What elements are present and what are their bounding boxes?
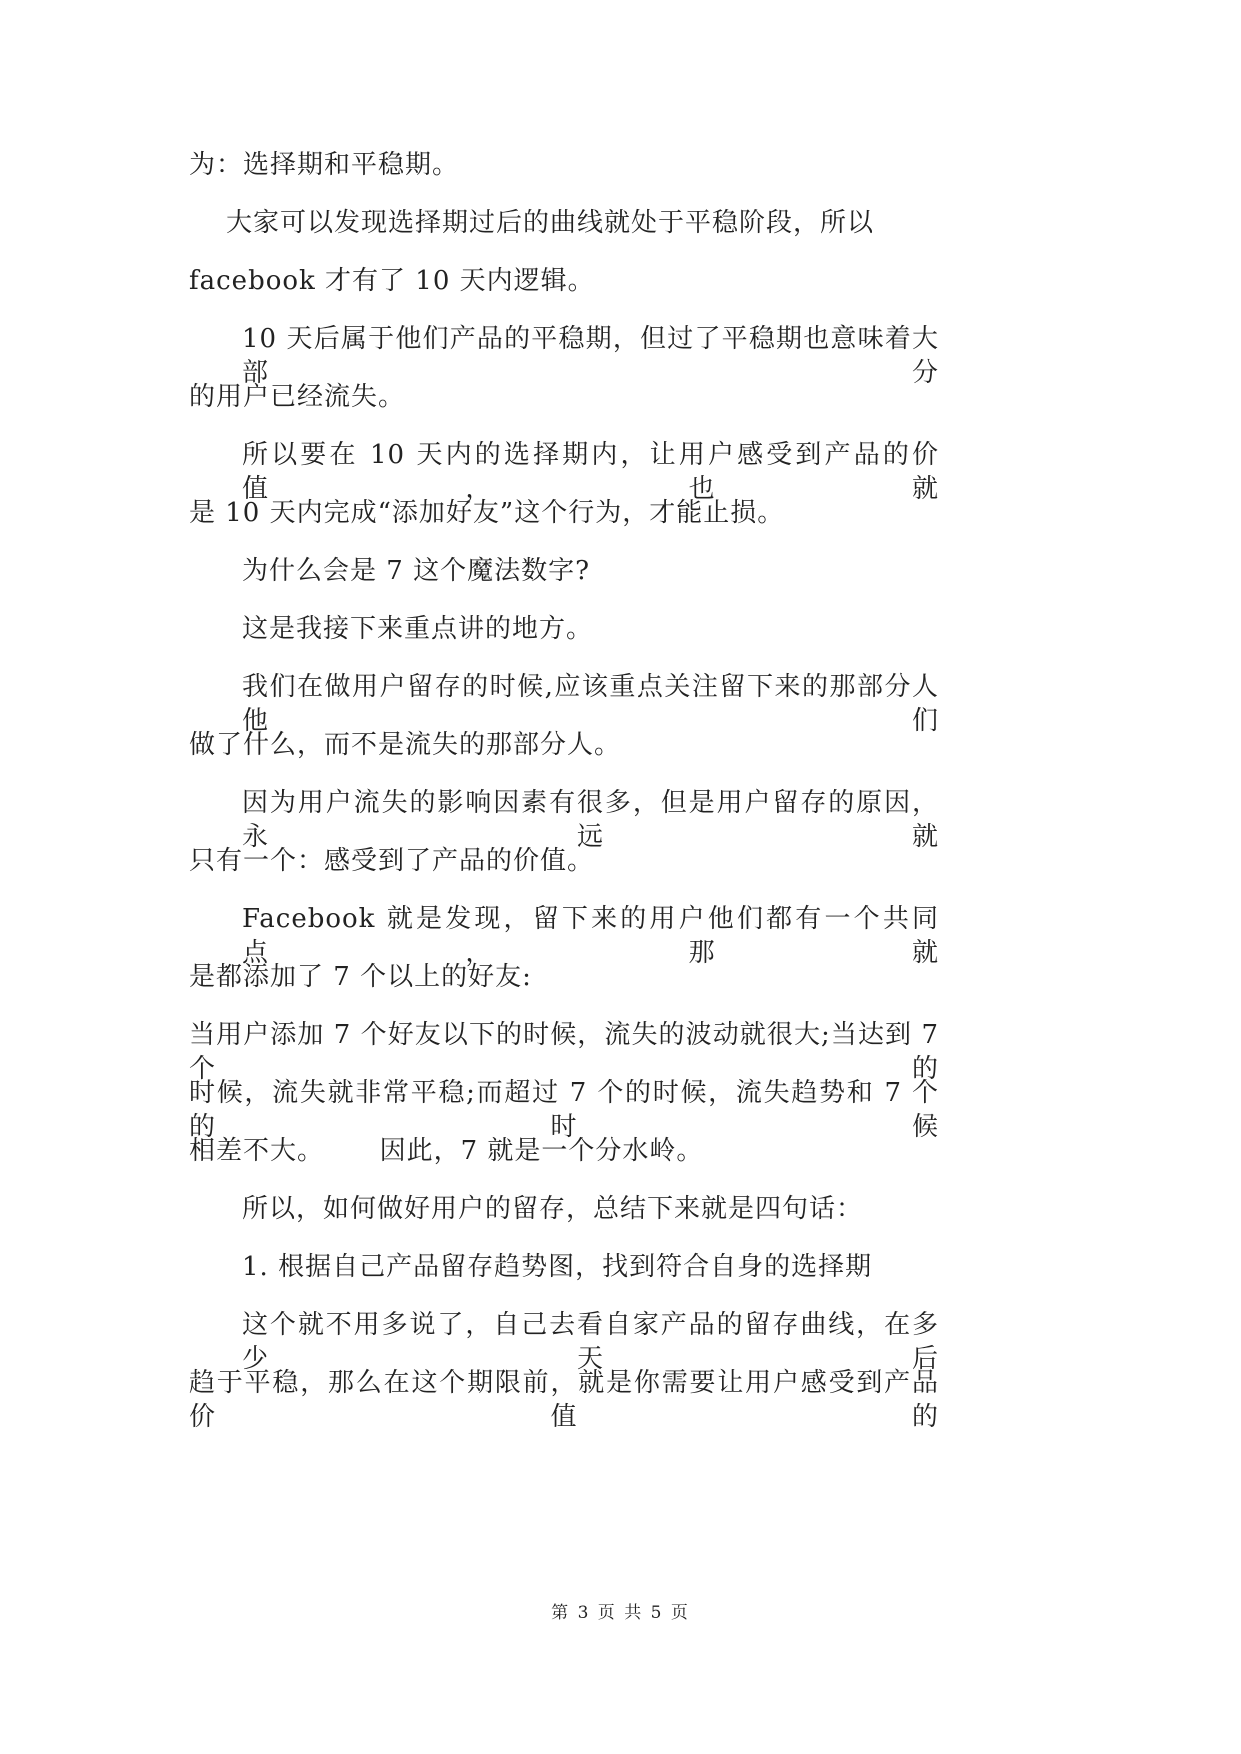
text-line: 所以，如何做好用户的留存，总结下来就是四句话：	[242, 1194, 864, 1224]
text-line: 做了什么，而不是流失的那部分人。	[189, 730, 622, 760]
text-line: 时候，流失就非常平稳;而超过 7 个的时候，流失趋势和 7 个的时候	[189, 1078, 939, 1142]
text-line: 是都添加了 7 个以上的好友:	[189, 962, 532, 992]
text-line: 所以要在 10 天内的选择期内，让用户感受到产品的价值，也就	[242, 440, 939, 504]
text-line: Facebook 就是发现，留下来的用户他们都有一个共同点，那就	[242, 904, 939, 968]
text-line: 相差不大。 因此，7 就是一个分水岭。	[189, 1136, 704, 1166]
text-line: 10 天后属于他们产品的平稳期，但过了平稳期也意味着大部分	[242, 324, 939, 388]
page-footer: 第 3 页 共 5 页	[551, 1603, 690, 1623]
text-line: 这个就不用多说了，自己去看自家产品的留存曲线，在多少天后	[242, 1310, 939, 1374]
text-line: 1. 根据自己产品留存趋势图，找到符合自身的选择期	[242, 1252, 873, 1282]
text-line: 当用户添加 7 个好友以下的时候，流失的波动就很大;当达到 7 个的	[189, 1020, 939, 1084]
text-line: 为什么会是 7 这个魔法数字?	[242, 556, 591, 586]
text-line: 为：选择期和平稳期。	[189, 150, 460, 180]
text-line: 我们在做用户留存的时候,应该重点关注留下来的那部分人他们	[242, 672, 939, 736]
text-line: 只有一个：感受到了产品的价值。	[189, 846, 595, 876]
text-line: 是 10 天内完成“添加好友”这个行为，才能止损。	[189, 498, 785, 528]
text-line: 因为用户流失的影响因素有很多，但是用户留存的原因，永远就	[242, 788, 939, 852]
text-line: 这是我接下来重点讲的地方。	[242, 614, 594, 644]
text-line: 趋于平稳，那么在这个期限前，就是你需要让用户感受到产品价值的	[189, 1368, 939, 1432]
text-line: facebook 才有了 10 天内逻辑。	[189, 266, 595, 296]
text-line: 的用户已经流失。	[189, 382, 406, 412]
text-line: 大家可以发现选择期过后的曲线就处于平稳阶段，所以	[226, 208, 875, 238]
